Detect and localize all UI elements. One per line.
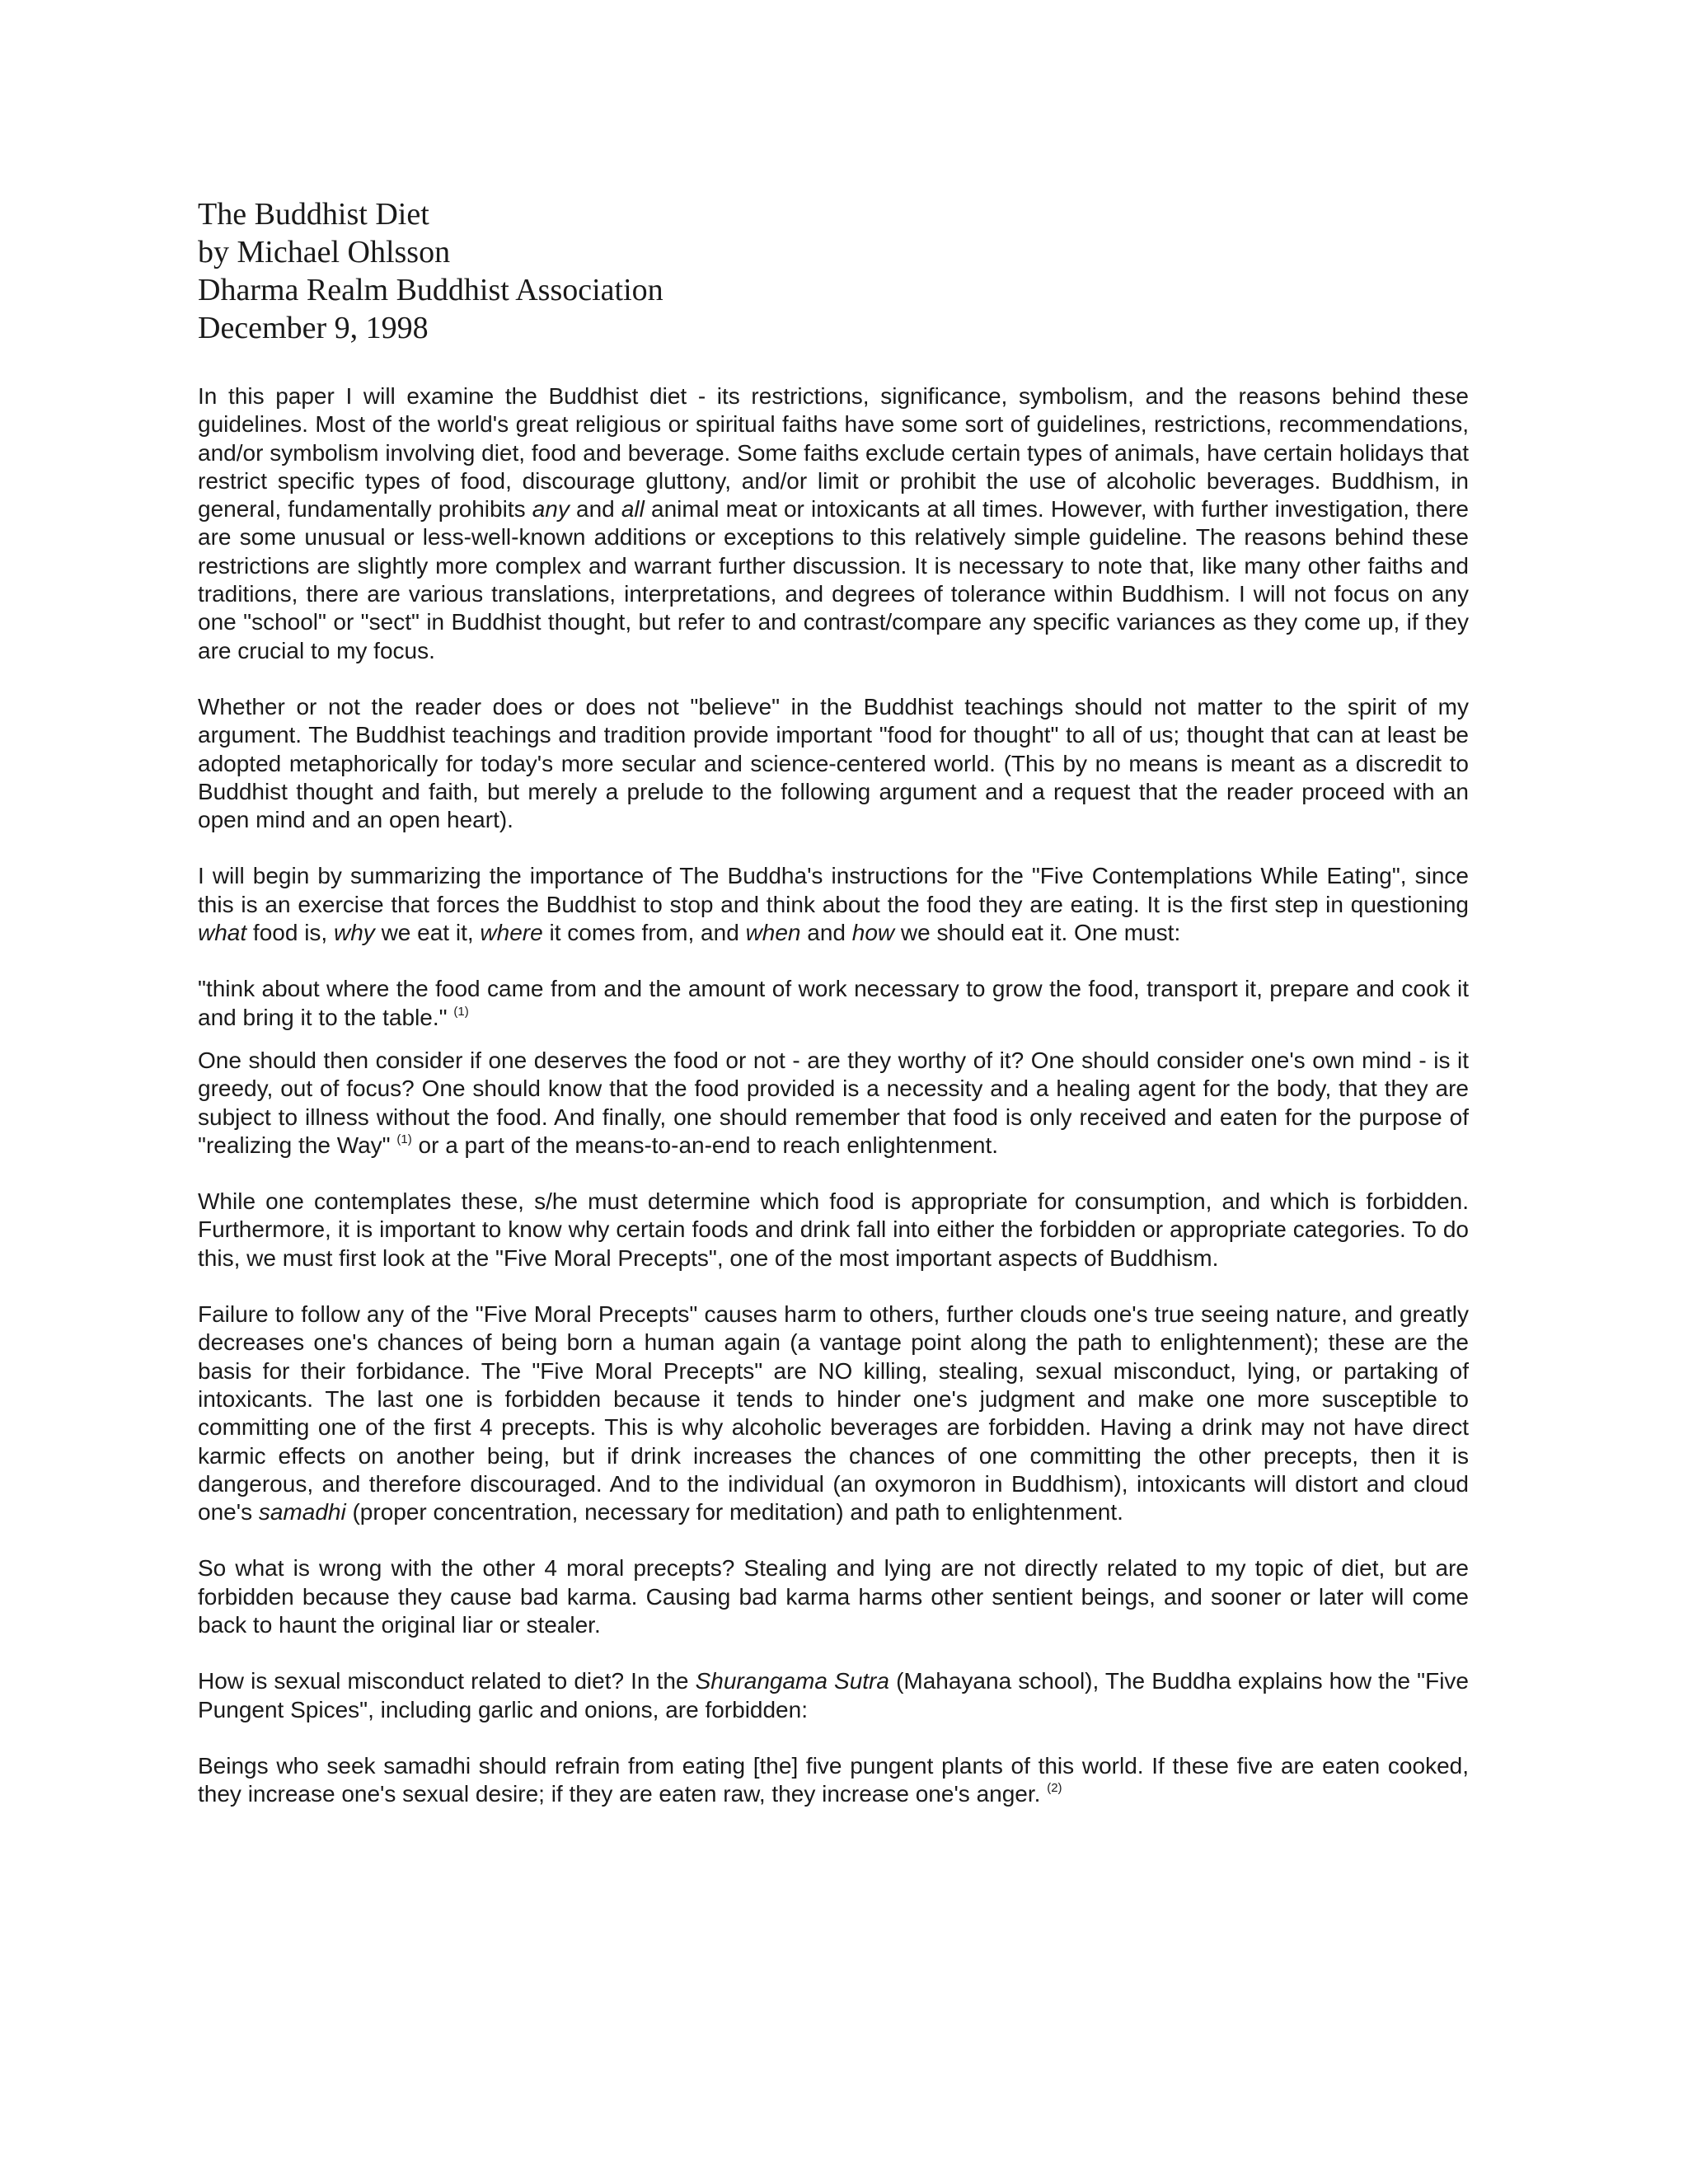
paragraph-five-precepts: Failure to follow any of the "Five Moral Precepts" causes harm to others, further clouds one's true seeing nature, and greatly decreases one's chances of being born a human again (a vantage point along the path to enlightenment); these are the basis for their forbidance. The "Five Moral Precepts" are NO killing, stealing, sexual misconduct, lying, or partaking of intoxicants. The last one is forbidden because it tends to hinder one's judgment and make one more susceptible to committing one of the first 4 precepts. This is why alcoholic beverages are forbidden. Having a drink may not have direct karmic effects on another being, but if drink increases the chances of one committing the other precepts, then it is dangerous, and therefore discouraged. And to the individual (an oxymoron in Buddhism), intoxicants will distort and cloud one's samadhi (proper concentration, necessary for meditation) and path to enlightenment. <box>198 1301 1469 1526</box>
paragraph-consider: One should then consider if one deserves the food or not - are they worthy of it? One should consider one's own mind - is it greedy, out of focus? One should know that the food provided is a necessity and a healing agent for the body, that they are subject to illness without the food. And finally, one should remember that food is only received and eaten for the purpose of "realizing the Way" $^{(1)}$ or a part of the means-to-an-end to reach enlightenment. <box>198 1047 1469 1158</box>
footnote-ref-2: (2) <box>1047 1781 1062 1796</box>
emphasis-how: how <box>851 920 895 946</box>
document-author: by Michael Ohlsson <box>198 235 451 269</box>
document-header <box>198 195 1484 347</box>
document-title: The Buddhist Diet <box>198 197 429 232</box>
paragraph-sexual-misconduct: How is sexual misconduct related to diet? In the Shurangama Sutra (Mahayana school), The Buddha explains how the "Five Pungent Spices", including garlic and onions, are forbidden: <box>198 1668 1469 1722</box>
document-date: December 9, 1998 <box>198 311 429 345</box>
footnote-ref-1b: (1) <box>396 1132 412 1146</box>
emphasis-all: all <box>621 496 645 523</box>
document-organization: Dharma Realm Buddhist Association <box>198 273 663 307</box>
quote-pungent-plants: Beings who seek samadhi should refrain from eating [the] five pungent plants of this world. If these five are eaten cooked, they increase one's sexual desire; if they are eaten raw, they increase one's anger. $^{(2)}$ <box>198 1752 1469 1807</box>
paragraph-believe: Whether or not the reader does or does not "believe" in the Buddhist teachings should not matter to the spirit of my argument. The Buddhist teachings and tradition provide important "food for thought" to all of us; thought that can at least be adopted metaphorically for today's more secular and science-centered world. (This by no means is meant as a discredit to Buddhist thought and faith, but merely a prelude to the following argument and a request that the reader proceed with an open mind and an open heart). <box>198 693 1469 833</box>
emphasis-shurangama-sutra: Shurangama Sutra <box>695 1668 889 1694</box>
paragraph-intro: In this paper I will examine the Buddhist diet - its restrictions, significance, symbolism, and the reasons behind these guidelines. Most of the world's great religious or spiritual faiths have some sort of guidelines, restrictions, recommendations, and/or symbolism involving diet, food and beverage. Some faiths exclude certain types of animals, have certain holidays that restrict specific types of food, discourage gluttony, and/or limit or prohibit the use of alcoholic beverages. Buddhism, in general, fundamentally prohibits any and all animal meat or intoxicants at all times. However, with further investigation, there are some unusual or less-well-known additions or exceptions to this relatively simple guideline. The reasons behind these restrictions are slightly more complex and warrant further discussion. It is necessary to note that, like many other faiths and traditions, there are various translations, interpretations, and degrees of tolerance within Buddhism. I will not focus on any one "school" or "sect" in Buddhist thought, but refer to and contrast/compare any specific variances as they come up, if they are crucial to my focus. <box>198 383 1469 663</box>
emphasis-where: where <box>480 920 543 946</box>
emphasis-samadhi: samadhi <box>258 1499 346 1526</box>
paragraph-contemplations: I will begin by summarizing the importance of The Buddha's instructions for the "Five Contemplations While Eating", since this is an exercise that forces the Buddhist to stop and think about the food they are eating. It is the first step in questioning what food is, why we eat it, where it comes from, and when and how we should eat it. One must: <box>198 863 1469 946</box>
paragraph-other-precepts: So what is wrong with the other 4 moral precepts? Stealing and lying are not directly related to my topic of diet, but are forbidden because they cause bad karma. Causing bad karma harms other sentient beings, and sooner or later will come back to haunt the original liar or stealer. <box>198 1555 1469 1638</box>
emphasis-why: why <box>334 920 375 946</box>
emphasis-what: what <box>198 920 247 946</box>
quote-food-origin: "think about where the food came from and the amount of work necessary to grow the food, transport it, prepare and cook it and bring it to the table." $^{(1)}$ <box>198 976 1469 1030</box>
footnote-ref-1: (1) <box>453 1004 469 1019</box>
document-body <box>198 382 1469 1808</box>
emphasis-any: any <box>532 496 570 523</box>
paragraph-determine-food: While one contemplates these, s/he must determine which food is appropriate for consumption, and which is forbidden. Furthermore, it is important to know why certain foods and drink fall into either the forbidden or appropriate categories. To do this, we must first look at the "Five Moral Precepts", one of the most important aspects of Buddhism. <box>198 1188 1469 1271</box>
emphasis-when: when <box>745 920 801 946</box>
